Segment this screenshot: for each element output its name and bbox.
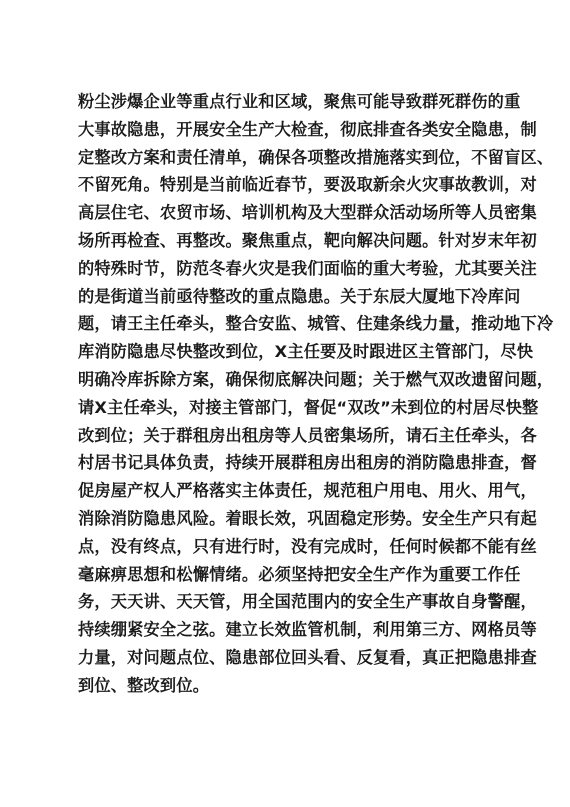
text-line: 粉尘涉爆企业等重点行业和区域，聚焦可能导致群死群伤的重 <box>78 92 521 111</box>
text-line: 力量，对问题点位、隐患部位回头看、反复看，真正把隐患排查 <box>78 647 537 667</box>
body-paragraph <box>78 88 554 700</box>
text-line: 村居书记具体负责，持续开展群租房出租房的消防隐患排查，督 <box>78 453 537 473</box>
text-line: 请X主任牵头，对接主管部门，督促“双改”未到位的村居尽快整 <box>78 397 539 417</box>
text-line: 的是街道当前亟待整改的重点隐患。关于东辰大厦地下冷库问 <box>78 286 521 306</box>
text-line: 场所再检查、再整改。聚焦重点，靶向解决问题。针对岁末年初 <box>78 230 537 250</box>
text-line: 持续绷紧安全之弦。建立长效监管机制，利用第三方、网格员等 <box>78 620 537 640</box>
text-line: 点，没有终点，只有进行时，没有完成时，任何时候都不能有丝 <box>78 536 537 556</box>
text-line: 促房屋产权人严格落实主体责任，规范租户用电、用火、用气， <box>78 481 537 501</box>
text-line: 高层住宅、农贸市场、培训机构及大型群众活动场所等人员密集 <box>78 203 537 223</box>
text-line: 不留死角。特别是当前临近春节，要汲取新余火灾事故教训，对 <box>78 175 537 195</box>
text-line: 大事故隐患，开展安全生产大检查，彻底排查各类安全隐患，制 <box>78 119 537 139</box>
text-line: 题，请王主任牵头，整合安监、城管、住建条线力量，推动地下冷 <box>78 314 554 334</box>
text-line: 毫麻痹思想和松懈情绪。必须坚持把安全生产作为重要工作任 <box>78 564 521 584</box>
text-line: 明确冷库拆除方案，确保彻底解决问题；关于燃气双改遗留问题， <box>78 369 554 389</box>
text-line: 库消防隐患尽快整改到位，X主任要及时跟进区主管部门，尽快 <box>78 342 534 362</box>
text-line: 定整改方案和责任清单，确保各项整改措施落实到位，不留盲区、 <box>78 147 554 167</box>
text-line: 改到位；关于群租房出租房等人员密集场所，请石主任牵头，各 <box>78 425 537 445</box>
text-line: 的特殊时节，防范冬春火灾是我们面临的重大考验，尤其要关注 <box>78 258 537 278</box>
text-line: 到位、整改到位。 <box>78 675 210 695</box>
text-line: 消除消防隐患风险。着眼长效，巩固稳定形势。安全生产只有起 <box>78 508 537 528</box>
text-line: 务，天天讲、天天管，用全国范围内的安全生产事故自身警醒， <box>78 592 537 612</box>
